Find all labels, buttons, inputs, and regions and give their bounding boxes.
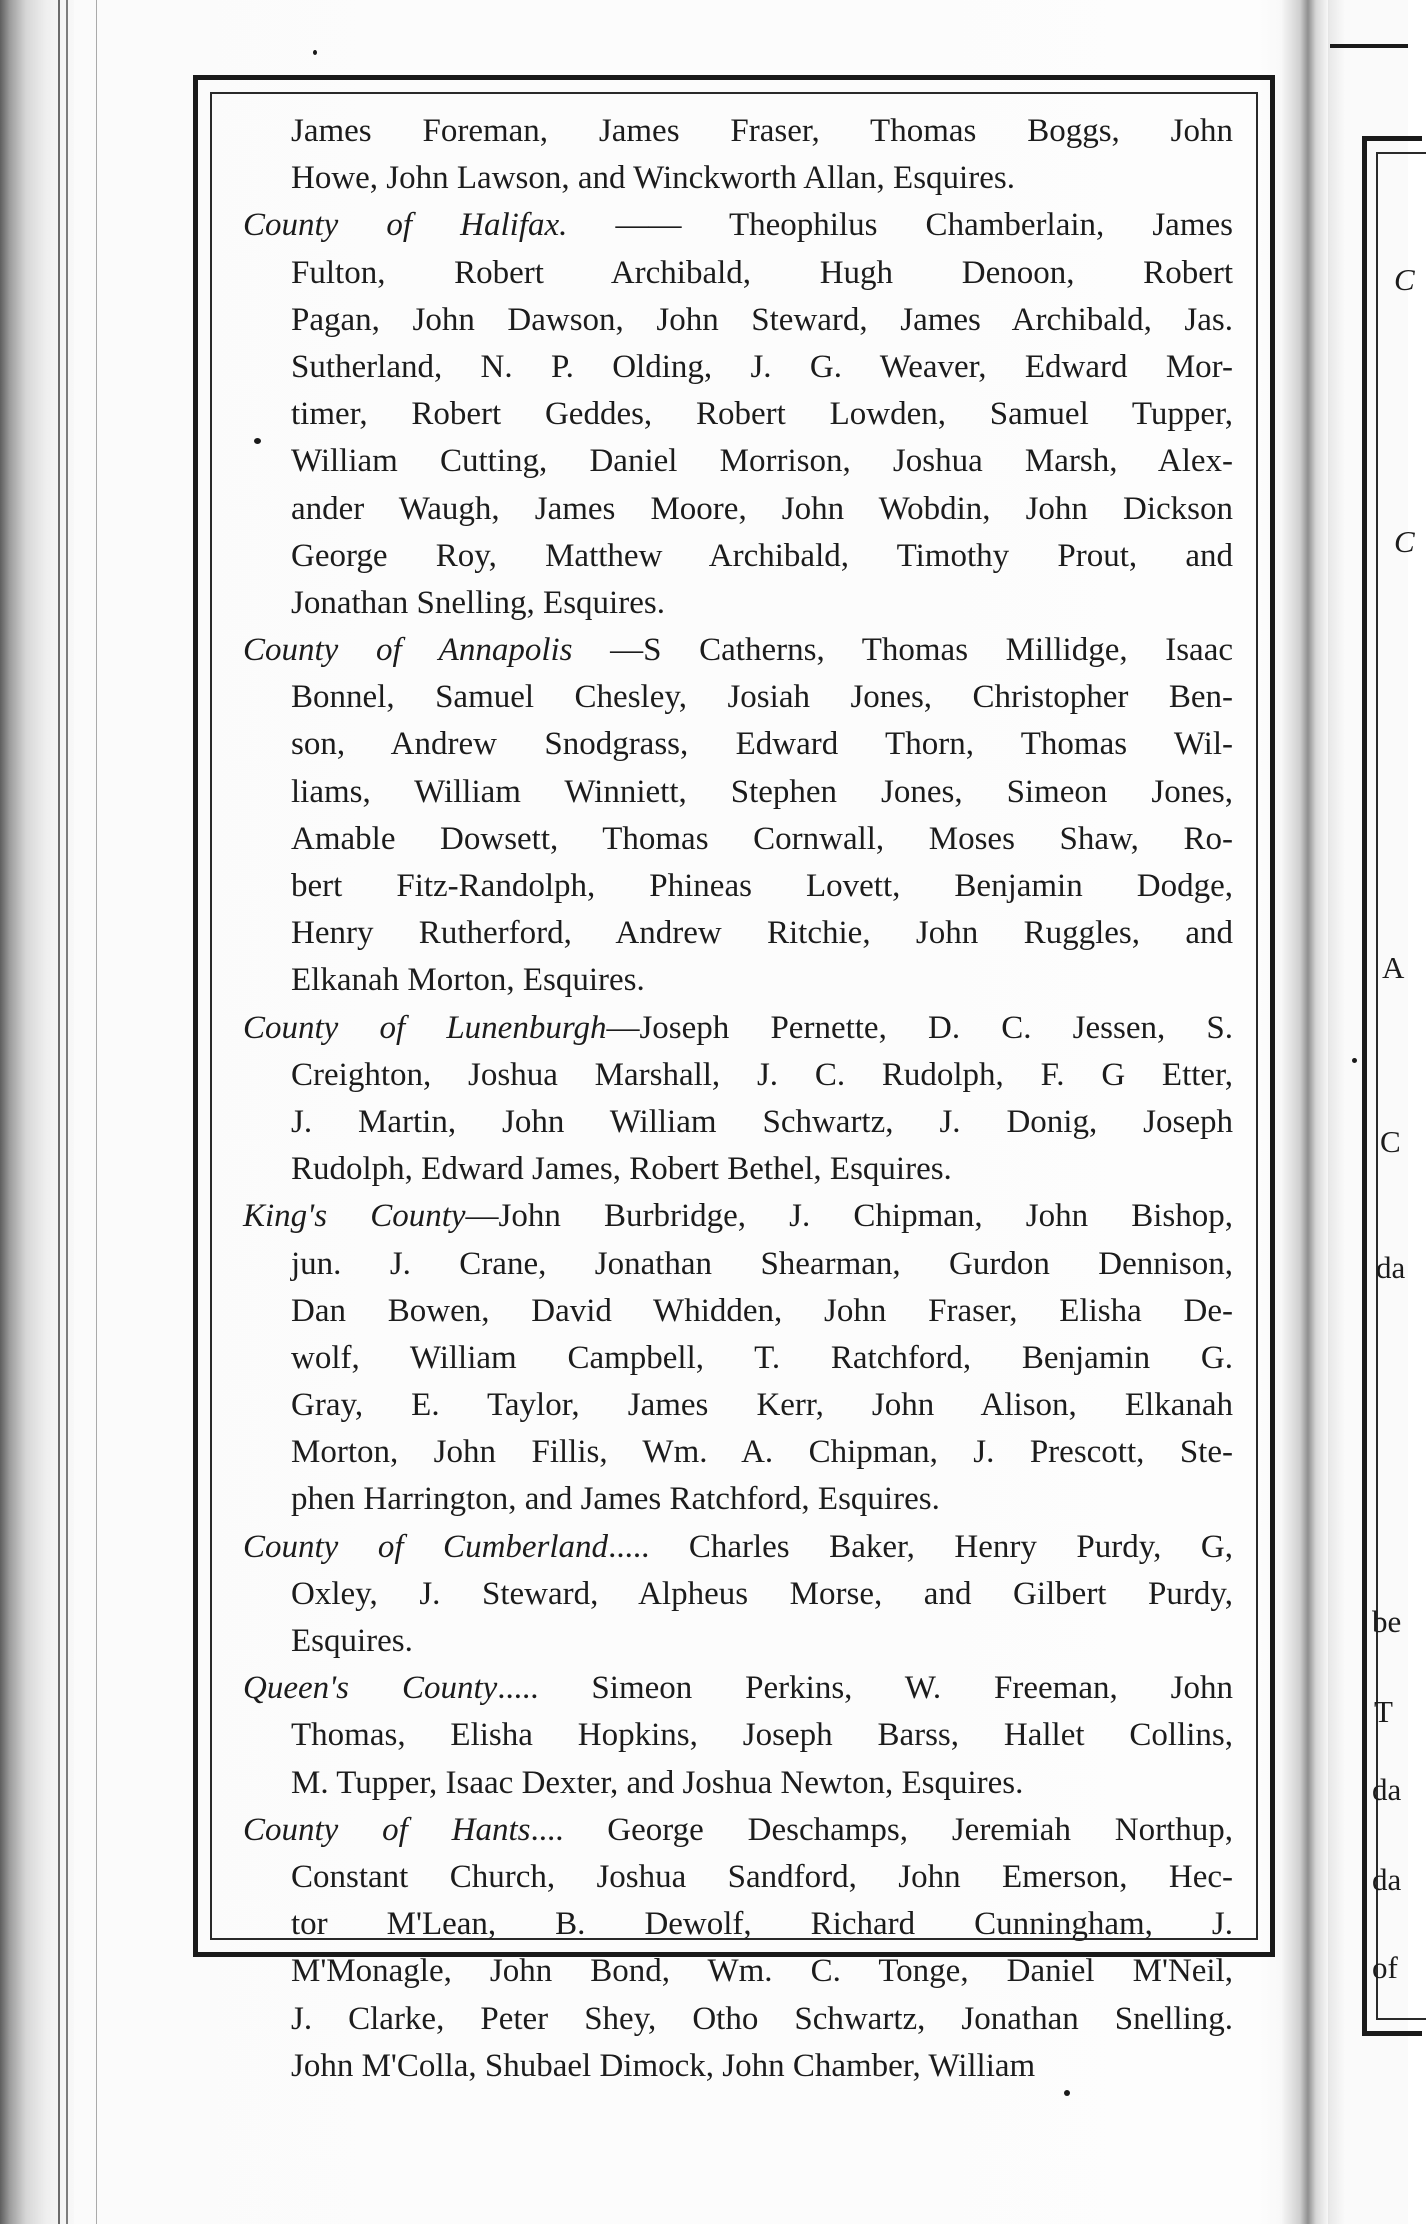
county-name: County of Cumberland bbox=[243, 1528, 609, 1565]
text-line bbox=[243, 1760, 1233, 1807]
line-text: .... George Deschamps, Jeremiah Northup, bbox=[530, 1811, 1233, 1848]
county-name: County of Lunenburgh bbox=[243, 1009, 607, 1046]
line-text: —S Catherns, Thomas Millidge, Isaac bbox=[572, 632, 1233, 669]
county-heading-line bbox=[243, 1807, 1233, 1854]
text-line bbox=[243, 1476, 1233, 1523]
ink-speck bbox=[313, 50, 317, 55]
text-line bbox=[243, 2043, 1233, 2090]
line-text: J. Clarke, Peter Shey, Otho Schwartz, Jonathan Snelling. bbox=[291, 2000, 1233, 2037]
page-edge-line bbox=[66, 0, 68, 2224]
county-heading-line bbox=[243, 1665, 1233, 1712]
line-text: Esquires. bbox=[291, 1623, 413, 1659]
adjacent-page-letter: C bbox=[1394, 524, 1415, 559]
county-name: County of Hants bbox=[243, 1811, 531, 1848]
line-text: phen Harrington, and James Ratchford, Esquires. bbox=[291, 1481, 940, 1518]
line-text: William Cutting, Daniel Morrison, Joshua Marsh, Alex- bbox=[291, 443, 1233, 480]
adjacent-page-letter: of bbox=[1372, 1950, 1398, 1985]
text-line bbox=[243, 1901, 1233, 1948]
line-text: Pagan, John Dawson, John Steward, James Archibald, Jas. bbox=[291, 301, 1233, 338]
book-gutter bbox=[1282, 0, 1328, 2224]
adjacent-page-rule bbox=[1330, 44, 1408, 48]
county-heading-line bbox=[243, 202, 1233, 249]
line-text: ander Waugh, James Moore, John Wobdin, John Dickson bbox=[291, 490, 1233, 527]
line-text: Sutherland, N. P. Olding, J. G. Weaver, Edward Mor- bbox=[291, 348, 1233, 385]
text-line bbox=[243, 1948, 1233, 1995]
line-text: Oxley, J. Steward, Alpheus Morse, and Gilbert Purdy, bbox=[291, 1575, 1233, 1612]
adjacent-page-letter: T bbox=[1374, 1694, 1393, 1729]
line-text: M. Tupper, Isaac Dexter, and Joshua Newton, Esquires. bbox=[291, 1764, 1024, 1801]
line-text: ..... Simeon Perkins, W. Freeman, John bbox=[497, 1670, 1233, 1707]
adjacent-page-letter: C bbox=[1394, 262, 1415, 297]
county-heading-line bbox=[243, 1524, 1233, 1571]
text-line bbox=[243, 297, 1233, 344]
text-line bbox=[243, 344, 1233, 391]
line-text: Henry Rutherford, Andrew Ritchie, John Ruggles, and bbox=[291, 915, 1233, 952]
page-edge-line bbox=[58, 0, 60, 2224]
text-line bbox=[243, 1429, 1233, 1476]
line-text: —— Theophilus Chamberlain, James bbox=[567, 207, 1233, 244]
line-text: bert Fitz-Randolph, Phineas Lovett, Benjamin Dodge, bbox=[291, 868, 1233, 904]
adjacent-page-letter: C bbox=[1380, 1124, 1401, 1159]
text-line bbox=[243, 769, 1233, 816]
line-text: wolf, William Campbell, T. Ratchford, Benjamin G. bbox=[291, 1339, 1233, 1376]
text-line bbox=[243, 1146, 1233, 1193]
county-name: Queen's County bbox=[243, 1670, 498, 1707]
text-line bbox=[243, 1996, 1233, 2043]
line-text: Morton, John Fillis, Wm. A. Chipman, J. Prescott, Ste- bbox=[291, 1434, 1233, 1471]
text-line bbox=[243, 533, 1233, 580]
line-text: liams, William Winniett, Stephen Jones, Simeon Jones, bbox=[291, 773, 1233, 810]
adjacent-page-letter: A bbox=[1382, 950, 1405, 985]
text-line bbox=[243, 155, 1233, 202]
county-heading-line bbox=[243, 1005, 1233, 1052]
text-line bbox=[243, 1099, 1233, 1146]
text-line bbox=[243, 108, 1233, 155]
county-heading-line bbox=[243, 1193, 1233, 1240]
text-line bbox=[243, 1052, 1233, 1099]
text-line bbox=[243, 438, 1233, 485]
text-line bbox=[243, 1854, 1233, 1901]
text-line bbox=[243, 1335, 1233, 1382]
text-line bbox=[243, 1571, 1233, 1618]
adjacent-page-letter: da bbox=[1372, 1772, 1402, 1807]
line-text: Elkanah Morton, Esquires. bbox=[291, 962, 645, 999]
text-line bbox=[243, 721, 1233, 768]
text-line bbox=[243, 957, 1233, 1004]
adjacent-page-letter: da bbox=[1372, 1862, 1402, 1897]
line-text: Rudolph, Edward James, Robert Bethel, Esquires. bbox=[291, 1151, 952, 1188]
book-binding-edge bbox=[0, 0, 74, 2224]
line-text: Howe, John Lawson, and Winckworth Allan, Esquires. bbox=[291, 160, 1015, 197]
line-text: Bonnel, Samuel Chesley, Josiah Jones, Christopher Ben- bbox=[291, 679, 1233, 716]
text-line bbox=[243, 1382, 1233, 1429]
line-text: tor M'Lean, B. Dewolf, Richard Cunningham, J. bbox=[291, 1906, 1233, 1943]
line-text: J. Martin, John William Schwartz, J. Donig, Joseph bbox=[291, 1103, 1233, 1140]
line-text: —John Burbridge, J. Chipman, John Bishop, bbox=[465, 1198, 1233, 1235]
ink-speck bbox=[1064, 2090, 1070, 2096]
adjacent-page-letter: be bbox=[1372, 1604, 1402, 1639]
county-name: County of Annapolis bbox=[243, 632, 573, 669]
line-text: Fulton, Robert Archibald, Hugh Denoon, Robert bbox=[291, 254, 1233, 291]
line-text: Thomas, Elisha Hopkins, Joseph Barss, Hallet Collins, bbox=[291, 1717, 1233, 1754]
line-text: jun. J. Crane, Jonathan Shearman, Gurdon Dennison, bbox=[291, 1245, 1233, 1282]
ink-speck bbox=[254, 438, 261, 444]
text-line bbox=[243, 863, 1233, 910]
text-line bbox=[243, 486, 1233, 533]
page-edge-line bbox=[96, 0, 97, 2224]
line-text: Constant Church, Joshua Sandford, John Emerson, Hec- bbox=[291, 1858, 1233, 1895]
line-text: Gray, E. Taylor, James Kerr, John Alison, Elkanah bbox=[291, 1387, 1233, 1424]
line-text: timer, Robert Geddes, Robert Lowden, Samuel Tupper, bbox=[291, 396, 1233, 433]
line-text: Jonathan Snelling, Esquires. bbox=[291, 584, 665, 621]
line-text: Creighton, Joshua Marshall, J. C. Rudolph, F. G Etter, bbox=[291, 1056, 1233, 1093]
line-text: James Foreman, James Fraser, Thomas Boggs, John bbox=[291, 113, 1233, 149]
line-text: Amable Dowsett, Thomas Cornwall, Moses Shaw, Ro- bbox=[291, 820, 1233, 857]
adjacent-page-letter: da bbox=[1376, 1250, 1406, 1285]
county-name: King's County bbox=[243, 1198, 466, 1235]
county-heading-line bbox=[243, 627, 1233, 674]
text-line bbox=[243, 1712, 1233, 1759]
magistrates-list-text bbox=[243, 108, 1233, 2090]
text-line bbox=[243, 1241, 1233, 1288]
line-text: M'Monagle, John Bond, Wm. C. Tonge, Daniel M'Neil, bbox=[291, 1953, 1233, 1990]
text-line bbox=[243, 250, 1233, 297]
text-line bbox=[243, 391, 1233, 438]
text-line bbox=[243, 580, 1233, 627]
text-line bbox=[243, 910, 1233, 957]
text-line bbox=[243, 816, 1233, 863]
line-text: ..... Charles Baker, Henry Purdy, G, bbox=[608, 1528, 1233, 1565]
ink-speck bbox=[1352, 1058, 1357, 1063]
text-line bbox=[243, 1288, 1233, 1335]
line-text: George Roy, Matthew Archibald, Timothy Prout, and bbox=[291, 537, 1233, 574]
adjacent-page-frame-inner bbox=[1376, 152, 1426, 2020]
text-line bbox=[243, 1618, 1233, 1665]
line-text: son, Andrew Snodgrass, Edward Thorn, Thomas Wil- bbox=[291, 726, 1233, 763]
county-name: County of Halifax. bbox=[243, 207, 568, 244]
text-line bbox=[243, 674, 1233, 721]
line-text: John M'Colla, Shubael Dimock, John Chamber, William bbox=[291, 2047, 1036, 2084]
line-text: Dan Bowen, David Whidden, John Fraser, Elisha De- bbox=[291, 1292, 1233, 1329]
line-text: —Joseph Pernette, D. C. Jessen, S. bbox=[606, 1009, 1233, 1046]
